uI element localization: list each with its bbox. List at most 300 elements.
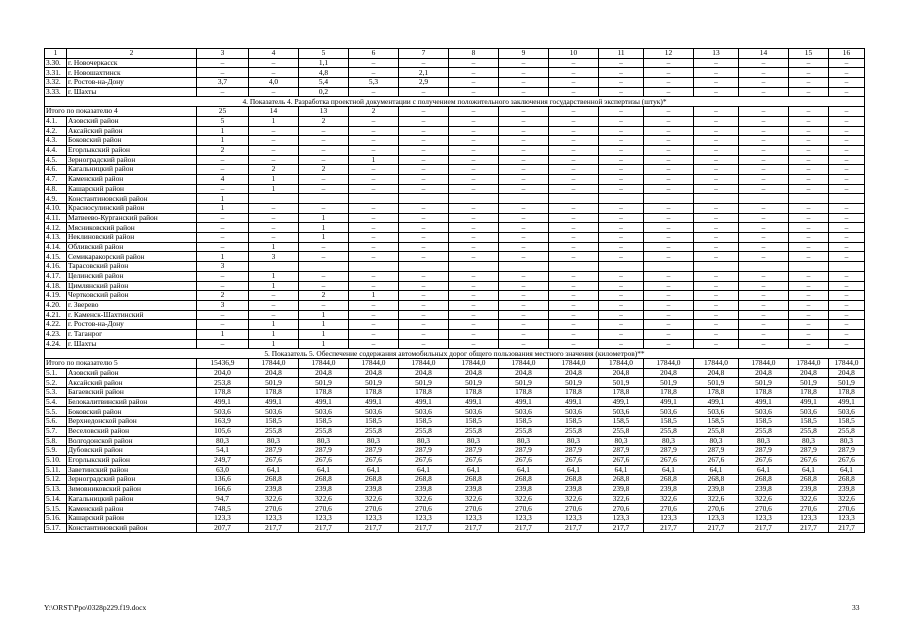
value-cell: 267,6 — [249, 455, 299, 465]
column-number-cell: 4 — [249, 49, 299, 59]
value-cell: – — [694, 271, 739, 281]
value-cell: – — [829, 145, 865, 155]
table-body — [45, 49, 865, 533]
value-cell: 158,5 — [499, 417, 549, 427]
value-cell: 1 — [249, 339, 299, 349]
value-cell: – — [399, 281, 449, 291]
value-cell: – — [789, 136, 829, 146]
district-name: Аксайский район — [67, 378, 197, 388]
value-cell: 1 — [299, 329, 349, 339]
value-cell: 64,1 — [349, 465, 399, 475]
row-number: 4.21. — [45, 310, 67, 320]
value-cell: 255,8 — [499, 426, 549, 436]
value-cell: 1 — [197, 136, 249, 146]
value-cell: 270,6 — [299, 504, 349, 514]
value-cell: 268,8 — [739, 475, 789, 485]
value-cell: – — [499, 107, 549, 117]
value-cell — [789, 262, 829, 272]
district-name: г. Новочеркасск — [67, 58, 197, 68]
value-cell: 267,6 — [789, 455, 829, 465]
value-cell: – — [829, 242, 865, 252]
column-number-cell: 16 — [829, 49, 865, 59]
value-cell: 64,1 — [299, 465, 349, 475]
district-name: Багаевский район — [67, 388, 197, 398]
value-cell: – — [549, 136, 599, 146]
value-cell: 217,7 — [789, 523, 829, 533]
value-cell: – — [499, 116, 549, 126]
value-cell: – — [789, 107, 829, 117]
value-cell: – — [739, 68, 789, 78]
value-cell: – — [739, 58, 789, 68]
section-title-row — [45, 97, 865, 107]
value-cell: 270,6 — [694, 504, 739, 514]
value-cell: – — [399, 271, 449, 281]
value-cell: – — [499, 300, 549, 310]
value-cell: 158,5 — [299, 417, 349, 427]
value-cell: – — [349, 329, 399, 339]
value-cell — [349, 194, 399, 204]
value-cell: – — [829, 281, 865, 291]
value-cell: – — [694, 213, 739, 223]
value-cell: – — [449, 223, 499, 233]
value-cell: 287,9 — [694, 446, 739, 456]
value-cell: – — [599, 87, 644, 97]
value-cell: 80,3 — [829, 436, 865, 446]
value-cell: – — [349, 126, 399, 136]
value-cell: – — [549, 310, 599, 320]
value-cell: – — [549, 184, 599, 194]
table-row — [45, 514, 865, 524]
value-cell: 1 — [197, 126, 249, 136]
value-cell: – — [739, 184, 789, 194]
value-cell: 503,6 — [349, 407, 399, 417]
district-name: г. Ростов-на-Дону — [67, 78, 197, 88]
value-cell: – — [829, 184, 865, 194]
value-cell: – — [694, 58, 739, 68]
value-cell: 322,6 — [399, 494, 449, 504]
value-cell: – — [739, 339, 789, 349]
value-cell: 217,7 — [399, 523, 449, 533]
value-cell: – — [449, 107, 499, 117]
value-cell: – — [644, 242, 694, 252]
value-cell: – — [499, 310, 549, 320]
district-name: Тарасовский район — [67, 262, 197, 272]
value-cell: 17844,0 — [449, 359, 499, 369]
value-cell: – — [739, 145, 789, 155]
value-cell: 178,8 — [644, 388, 694, 398]
value-cell: – — [599, 339, 644, 349]
value-cell: – — [399, 252, 449, 262]
value-cell: 94,7 — [197, 494, 249, 504]
value-cell: – — [694, 252, 739, 262]
value-cell: – — [739, 213, 789, 223]
value-cell: 123,3 — [299, 514, 349, 524]
value-cell: 503,6 — [249, 407, 299, 417]
value-cell: – — [644, 252, 694, 262]
value-cell — [449, 262, 499, 272]
district-name: Азовский район — [67, 116, 197, 126]
district-name: Веселовский район — [67, 426, 197, 436]
value-cell: – — [829, 213, 865, 223]
value-cell: 123,3 — [499, 514, 549, 524]
district-name: Обливский район — [67, 242, 197, 252]
value-cell: 499,1 — [349, 397, 399, 407]
value-cell: – — [829, 329, 865, 339]
value-cell: 287,9 — [399, 446, 449, 456]
table-row — [45, 116, 865, 126]
value-cell: – — [399, 223, 449, 233]
value-cell: 17844,0 — [644, 359, 694, 369]
value-cell: – — [499, 145, 549, 155]
value-cell: 64,1 — [789, 465, 829, 475]
table-row — [45, 310, 865, 320]
value-cell: 499,1 — [549, 397, 599, 407]
value-cell: – — [599, 165, 644, 175]
value-cell: 217,7 — [829, 523, 865, 533]
value-cell: – — [549, 204, 599, 214]
value-cell: 287,9 — [299, 446, 349, 456]
value-cell: – — [694, 300, 739, 310]
value-cell: – — [299, 136, 349, 146]
table-row — [45, 378, 865, 388]
value-cell: – — [739, 242, 789, 252]
row-number: 3.32. — [45, 78, 67, 88]
value-cell: 501,9 — [449, 378, 499, 388]
value-cell: – — [499, 271, 549, 281]
row-number: 4.23. — [45, 329, 67, 339]
district-name: Кашарский район — [67, 184, 197, 194]
value-cell: 499,1 — [197, 397, 249, 407]
value-cell: 3 — [197, 262, 249, 272]
value-cell: 178,8 — [197, 388, 249, 398]
value-cell: 123,3 — [197, 514, 249, 524]
value-cell — [829, 262, 865, 272]
value-cell: – — [599, 107, 644, 117]
value-cell: – — [499, 68, 549, 78]
value-cell: 14 — [249, 107, 299, 117]
column-number-cell: 1 — [45, 49, 67, 59]
value-cell: 287,9 — [789, 446, 829, 456]
value-cell: 501,9 — [599, 378, 644, 388]
value-cell: – — [549, 68, 599, 78]
district-name: Целинский район — [67, 271, 197, 281]
value-cell: – — [349, 184, 399, 194]
value-cell: 255,8 — [349, 426, 399, 436]
value-cell: 1 — [197, 252, 249, 262]
value-cell: – — [694, 107, 739, 117]
value-cell: – — [789, 126, 829, 136]
value-cell: – — [739, 78, 789, 88]
value-cell: 270,6 — [499, 504, 549, 514]
district-name: Семикаракорский район — [67, 252, 197, 262]
row-number: 5.7. — [45, 426, 67, 436]
value-cell: 15436,9 — [197, 359, 249, 369]
value-cell: 255,8 — [399, 426, 449, 436]
value-cell: – — [599, 310, 644, 320]
value-cell: 499,1 — [694, 397, 739, 407]
value-cell: 80,3 — [197, 436, 249, 446]
table-row — [45, 446, 865, 456]
value-cell: – — [549, 155, 599, 165]
value-cell: 2 — [299, 116, 349, 126]
value-cell: – — [829, 204, 865, 214]
value-cell: – — [739, 271, 789, 281]
value-cell: – — [829, 291, 865, 301]
value-cell: 17844,0 — [499, 359, 549, 369]
table-row — [45, 271, 865, 281]
value-cell: – — [829, 165, 865, 175]
value-cell: – — [249, 87, 299, 97]
value-cell: – — [249, 213, 299, 223]
value-cell — [499, 194, 549, 204]
value-cell: 158,5 — [349, 417, 399, 427]
value-cell: – — [829, 233, 865, 243]
value-cell: 268,8 — [789, 475, 829, 485]
value-cell: – — [599, 281, 644, 291]
value-cell: – — [644, 213, 694, 223]
row-number: 5.8. — [45, 436, 67, 446]
value-cell: 2 — [299, 165, 349, 175]
value-cell: – — [694, 136, 739, 146]
value-cell — [739, 262, 789, 272]
total-row — [45, 359, 865, 369]
value-cell — [549, 262, 599, 272]
value-cell: 217,7 — [694, 523, 739, 533]
value-cell: – — [829, 136, 865, 146]
value-cell: – — [599, 155, 644, 165]
value-cell: – — [197, 165, 249, 175]
table-row — [45, 145, 865, 155]
value-cell: 123,3 — [829, 514, 865, 524]
value-cell: 239,8 — [694, 484, 739, 494]
value-cell — [644, 262, 694, 272]
row-number: 4.3. — [45, 136, 67, 146]
row-number: 4.6. — [45, 165, 67, 175]
value-cell: – — [789, 68, 829, 78]
value-cell: – — [739, 126, 789, 136]
value-cell: 239,8 — [299, 484, 349, 494]
row-number: 4.8. — [45, 184, 67, 194]
value-cell: 267,6 — [644, 455, 694, 465]
value-cell: 217,7 — [249, 523, 299, 533]
value-cell: – — [349, 252, 399, 262]
value-cell: – — [789, 145, 829, 155]
value-cell: – — [349, 87, 399, 97]
value-cell: – — [349, 300, 399, 310]
value-cell — [299, 262, 349, 272]
value-cell: – — [739, 320, 789, 330]
value-cell: 255,8 — [644, 426, 694, 436]
value-cell: 163,9 — [197, 417, 249, 427]
table-row — [45, 417, 865, 427]
value-cell: – — [829, 320, 865, 330]
value-cell: – — [549, 281, 599, 291]
table-row — [45, 320, 865, 330]
value-cell: – — [499, 78, 549, 88]
table-row — [45, 339, 865, 349]
value-cell: 123,3 — [644, 514, 694, 524]
table-row — [45, 78, 865, 88]
value-cell: 4,0 — [249, 78, 299, 88]
value-cell: 1 — [299, 233, 349, 243]
value-cell — [829, 194, 865, 204]
column-number-cell: 9 — [499, 49, 549, 59]
value-cell: – — [789, 252, 829, 262]
value-cell: 268,8 — [449, 475, 499, 485]
value-cell: 270,6 — [789, 504, 829, 514]
value-cell: 178,8 — [789, 388, 829, 398]
section-title: 4. Показатель 4. Разработка проектной документации с получением положительного заключения государственной экспертизы (штук)* — [45, 97, 865, 107]
table-row — [45, 87, 865, 97]
row-number: 5.6. — [45, 417, 67, 427]
value-cell — [739, 194, 789, 204]
value-cell: 5 — [197, 116, 249, 126]
value-cell: – — [549, 58, 599, 68]
district-name: Боковский район — [67, 136, 197, 146]
value-cell: – — [349, 339, 399, 349]
value-cell: – — [449, 242, 499, 252]
value-cell: – — [599, 184, 644, 194]
value-cell: – — [197, 271, 249, 281]
value-cell: – — [249, 300, 299, 310]
value-cell: – — [829, 174, 865, 184]
value-cell: – — [249, 223, 299, 233]
district-name: Мясниковский район — [67, 223, 197, 233]
value-cell: – — [829, 300, 865, 310]
value-cell: – — [739, 116, 789, 126]
value-cell: 123,3 — [349, 514, 399, 524]
district-name: Белокалитвинский район — [67, 397, 197, 407]
total-row — [45, 107, 865, 117]
value-cell: – — [599, 300, 644, 310]
value-cell: – — [449, 126, 499, 136]
value-cell: – — [399, 204, 449, 214]
value-cell: 239,8 — [499, 484, 549, 494]
value-cell: – — [299, 174, 349, 184]
value-cell: 501,9 — [399, 378, 449, 388]
total-label: Итого по показателю 5 — [45, 359, 197, 369]
value-cell: 123,3 — [694, 514, 739, 524]
district-name: Боковский район — [67, 407, 197, 417]
value-cell: – — [349, 310, 399, 320]
value-cell: – — [789, 78, 829, 88]
value-cell: 503,6 — [399, 407, 449, 417]
value-cell: 64,1 — [739, 465, 789, 475]
row-number: 4.18. — [45, 281, 67, 291]
value-cell: – — [449, 339, 499, 349]
value-cell: – — [789, 329, 829, 339]
value-cell: – — [739, 233, 789, 243]
value-cell: – — [499, 87, 549, 97]
district-name: г. Новошахтинск — [67, 68, 197, 78]
value-cell: 80,3 — [549, 436, 599, 446]
value-cell — [399, 262, 449, 272]
value-cell: – — [599, 252, 644, 262]
value-cell: 80,3 — [694, 436, 739, 446]
value-cell: 166,6 — [197, 484, 249, 494]
value-cell: – — [549, 107, 599, 117]
value-cell: 501,9 — [299, 378, 349, 388]
value-cell: – — [789, 87, 829, 97]
value-cell: 123,3 — [249, 514, 299, 524]
value-cell: 322,6 — [644, 494, 694, 504]
value-cell: – — [449, 184, 499, 194]
row-number: 3.33. — [45, 87, 67, 97]
value-cell: – — [299, 242, 349, 252]
value-cell: – — [449, 252, 499, 262]
value-cell: 503,6 — [549, 407, 599, 417]
district-name: Волгодонской район — [67, 436, 197, 446]
value-cell: 322,6 — [549, 494, 599, 504]
district-name: Заветинский район — [67, 465, 197, 475]
value-cell: – — [644, 136, 694, 146]
value-cell: – — [499, 204, 549, 214]
value-cell: – — [399, 174, 449, 184]
value-cell: – — [694, 223, 739, 233]
value-cell: – — [349, 145, 399, 155]
value-cell: 239,8 — [829, 484, 865, 494]
value-cell: 322,6 — [694, 494, 739, 504]
value-cell: – — [644, 339, 694, 349]
column-number-cell: 7 — [399, 49, 449, 59]
value-cell: 503,6 — [694, 407, 739, 417]
value-cell: – — [399, 339, 449, 349]
value-cell: – — [644, 271, 694, 281]
value-cell: – — [789, 174, 829, 184]
value-cell: – — [549, 87, 599, 97]
value-cell: 501,9 — [644, 378, 694, 388]
value-cell: – — [549, 252, 599, 262]
column-number-cell: 2 — [67, 49, 197, 59]
district-name: Зерноградский район — [67, 155, 197, 165]
value-cell: – — [644, 204, 694, 214]
value-cell: – — [644, 68, 694, 78]
value-cell: – — [644, 174, 694, 184]
value-cell: – — [694, 310, 739, 320]
value-cell: 255,8 — [694, 426, 739, 436]
table-row — [45, 174, 865, 184]
value-cell — [249, 194, 299, 204]
value-cell: 123,3 — [789, 514, 829, 524]
value-cell: 1 — [249, 281, 299, 291]
value-cell: 63,0 — [197, 465, 249, 475]
value-cell: – — [349, 223, 399, 233]
value-cell — [599, 194, 644, 204]
row-number: 5.16. — [45, 514, 67, 524]
value-cell: – — [599, 223, 644, 233]
value-cell: – — [349, 213, 399, 223]
row-number: 4.14. — [45, 242, 67, 252]
value-cell: 158,5 — [599, 417, 644, 427]
value-cell: 322,6 — [739, 494, 789, 504]
value-cell: – — [399, 213, 449, 223]
value-cell: – — [197, 310, 249, 320]
district-name: Аксайский район — [67, 126, 197, 136]
value-cell: 178,8 — [449, 388, 499, 398]
table-row — [45, 494, 865, 504]
value-cell: – — [399, 87, 449, 97]
value-cell: – — [249, 68, 299, 78]
table-row — [45, 281, 865, 291]
value-cell: 17844,0 — [549, 359, 599, 369]
value-cell: 80,3 — [499, 436, 549, 446]
value-cell: 217,7 — [599, 523, 644, 533]
column-number-cell: 8 — [449, 49, 499, 59]
value-cell: – — [644, 58, 694, 68]
value-cell: 322,6 — [599, 494, 644, 504]
value-cell: 80,3 — [739, 436, 789, 446]
value-cell: – — [789, 242, 829, 252]
